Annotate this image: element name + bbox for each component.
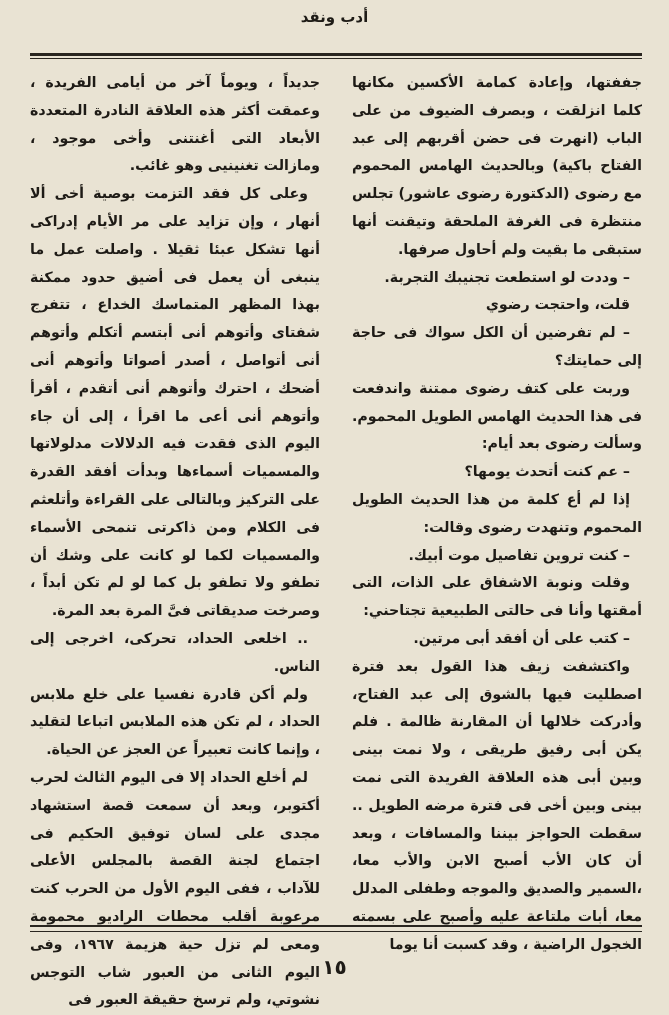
bottom-rule [30, 925, 642, 927]
paragraph: وقلت ونوبة الاشفاق على الذات، التى أمقتها وأنا فى حالتى الطبيعية تجتاحني: [352, 575, 642, 620]
paragraph: .. اخلعى الحداد، تحركى، اخرجى إلى الناس. [30, 630, 320, 675]
paragraph: – عم كنت أتحدث يومها؟ [464, 464, 630, 481]
paragraph: – وددت لو استطعت تجنيبك التجربة. [384, 269, 630, 286]
paragraph: – كنت تروين تفاصيل موت أبيك. [408, 547, 630, 564]
paragraph: وعلى كل فقد التزمت بوصية أخى ألا أنهار ، وإن تزايد على مر الأيام إدراكى أنها تشكل عبئا ثقيلا . واصلت عمل ما ينبغى أن يعمل فى أضيق حدود ممكنة بهذا المظهر المتماسك الخداع ، تتفرج شفتاى وأتوهم أنى أبتسم أتكلم وأتوهم أنى أتواصل ، أصدر أصواتا وأتوهم أنى أضحك ، احترك وأتوهم أنى أتقدم ، أقرأ وأتوهم أنى أعى ما اقرأ ، إلى أن جاء اليوم الذى فقدت فيه الدلالات مدلولاتها والمسميات أسماءها وبدأت أفقد القدرة على التركيز وبالتالى على القراءة وأتلعثم فى الكلام ومن ذاكرتى تنمحى الأسماء والمسميات لكما لو كانت على وشك أن تطفو ولا تطفو بل كما لو لم تكن أبداً ، وصرخت صديقاتى فىَّ المرة بعد المرة. [30, 186, 320, 620]
page-number: ١٥ [322, 955, 347, 979]
paragraph: جديداً ، ويوماً آخر من أيامى الفريدة ، وعمقت أكثر هذه العلاقة النادرة المتعددة الأبعاد التى أغنتنى وأخى موجود ، ومازالت تغنينيى وهو غائب. [30, 75, 320, 175]
paragraph: واكتشفت زيف هذا القول بعد فترة اصطليت فيها بالشوق إلى عبد الفتاح، وأدركت خلالها أن المقارنة ظالمة . فلم يكن أبى رفيق طريقى ، ولا نمت بينى وبين أبى هذه العلاقة الفريدة التى نمت بينى وبين أخى فى فترة مرضه الطويل .. سقطت الحواجز بيننا والمسافات ، وبعد أن كان الأب أصبح الابن والأب معا، ،السمير والصديق والموجه وطفلى المدلل معا، أبات ملتاعة عليه وأصبح على بسمته الخجول الراضية ، وقد كسبت أنا يوما [352, 658, 642, 953]
text-column-left [30, 70, 320, 1009]
bottom-rule-thin [30, 931, 642, 932]
paragraph: لم أخلع الحداد إلا فى اليوم الثالث لحرب أكتوبر، وبعد أن سمعت قصة استشهاد مجدى على لسان توفيق الحكيم فى اجتماع لجنة القصة بالمجلس الأعلى للآداب ، ففى اليوم الأول من الحرب كنت مرعوبة أقلب محطات الراديو محمومة ومعى لم تزل حية هزيمة ١٩٦٧، وفى اليوم الثانى من العبور شاب التوجس نشوتي، ولم ترسخ حقيقة العبور فى [30, 769, 320, 1009]
text-column-right [352, 70, 642, 953]
paragraph: – كتب على أن أفقد أبى مرتين. [413, 630, 630, 647]
top-rule [30, 53, 642, 56]
section-header: أدب ونقد [300, 8, 369, 26]
paragraph: جففتها، وإعادة كمامة الأكسين مكانها كلما انزلقت ، وبصرف الضيوف من على الباب (انهرت فى حضن أقربهم إلى عبد الفتاح باكية) وبالحديث الهامس المحموم مع رضوى (الدكتورة رضوى عاشور) تجلس منتظرة فى الغرفة الملحقة وتيقنت أنها ستبقى ما بقيت ولم أحاول صرفها. [352, 75, 642, 258]
paragraph: – لم تفرضين أن الكل سواك فى حاجة إلى حمايتك؟ [352, 325, 642, 369]
paragraph: وربت على كتف رضوى ممتنة واندفعت فى هذا الحديث الهامس الطويل المحموم. وسألت رضوى بعد أيام: [352, 380, 642, 453]
paragraph: ولم أكن قادرة نفسيا على خلع ملابس الحداد ، لم تكن هذه الملابس اتباعا لتقليد ، وإنما كانت تعبيراً عن العجز عن الحياة. [30, 686, 320, 759]
paragraph: قلت، واحتجت رضوي [485, 297, 630, 314]
top-rule-thin [30, 58, 642, 59]
paragraph: إذا لم أع كلمة من هذا الحديث الطويل المحموم وتنهدت رضوى وقالت: [352, 491, 642, 536]
